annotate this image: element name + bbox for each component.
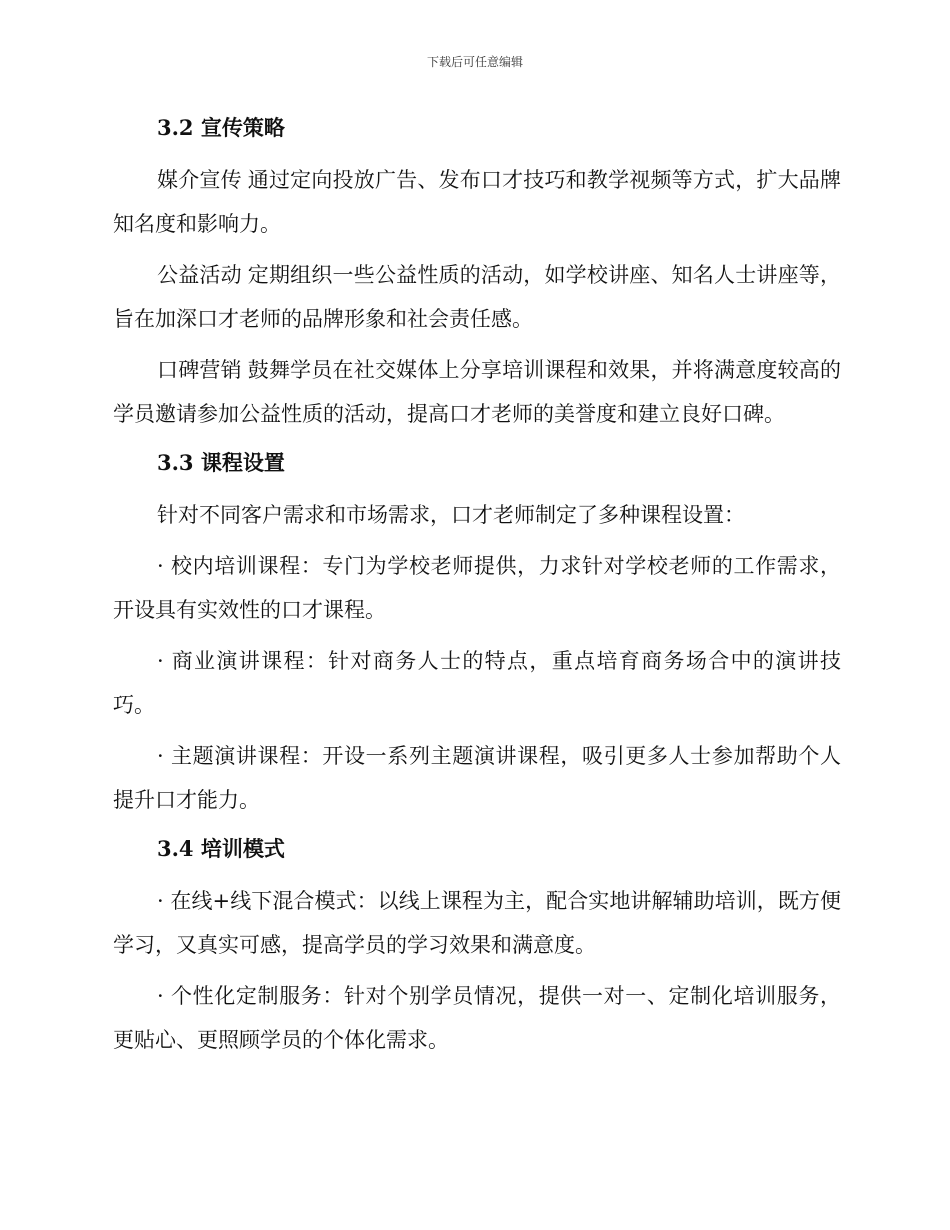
paragraph <box>113 158 841 246</box>
paragraph: 针对不同客户需求和市场需求，口才老师制定了多种课程设置： <box>157 503 745 527</box>
document-body <box>113 108 841 1069</box>
page-header: 下载后可任意编辑 <box>426 55 523 69</box>
paragraph-lead: 口碑营销 <box>157 358 242 382</box>
paragraph-text: 定期组织一些公益性质的活动，如学校讲座、知名人士讲座等，旨在加深口才老师的品牌形象和社会责任感。 <box>113 263 842 331</box>
bullet-item: · 在线+线下混合模式：以线上课程为主，配合实地讲解辅助培训，既方便学习，又真实可感，提高学员的学习效果和满意度。 <box>113 889 841 957</box>
paragraph <box>113 253 841 341</box>
paragraph <box>113 348 841 436</box>
paragraph-lead: 公益活动 <box>157 263 242 287</box>
paragraph-text: 鼓舞学员在社交媒体上分享培训课程和效果，并将满意度较高的学员邀请参加公益性质的活动，提高口才老师的美誉度和建立良好口碑。 <box>113 358 842 426</box>
section-heading: 3.4 培训模式 <box>157 836 285 861</box>
bullet-item: · 主题演讲课程：开设一系列主题演讲课程，吸引更多人士参加帮助个人提升口才能力。 <box>113 744 841 812</box>
section-heading: 3.3 课程设置 <box>157 450 285 475</box>
bullet-item: · 商业演讲课程：针对商务人士的特点，重点培育商务场合中的演讲技巧。 <box>113 649 841 717</box>
bullet-item: · 校内培训课程：专门为学校老师提供，力求针对学校老师的工作需求，开设具有实效性的口才课程。 <box>113 554 841 622</box>
section-heading: 3.2 宣传策略 <box>157 115 285 140</box>
paragraph-text: 通过定向投放广告、发布口才技巧和教学视频等方式，扩大品牌知名度和影响力。 <box>113 168 842 236</box>
bullet-item: · 个性化定制服务：针对个别学员情况，提供一对一、定制化培训服务，更贴心、更照顾学员的个体化需求。 <box>113 984 841 1052</box>
paragraph-lead: 媒介宣传 <box>157 168 242 192</box>
